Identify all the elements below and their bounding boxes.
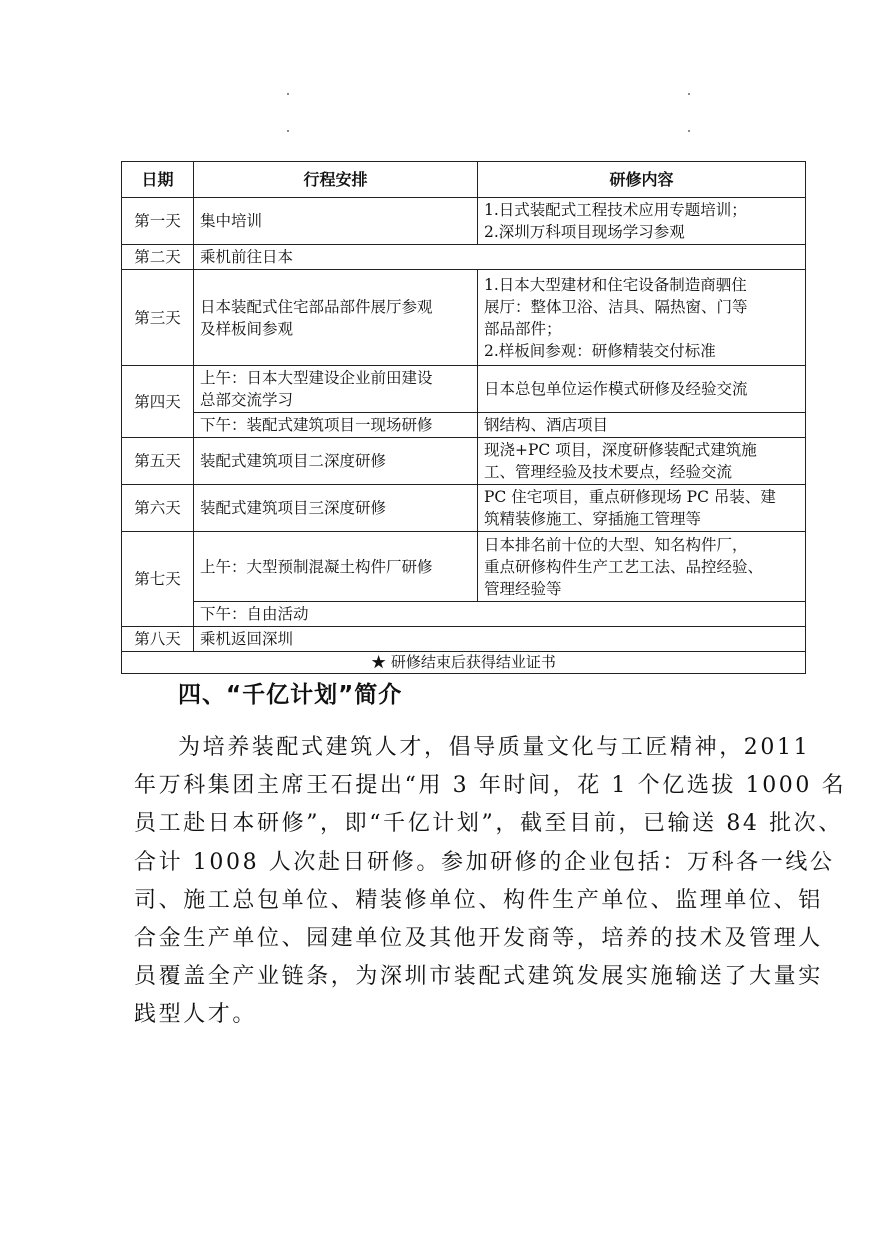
schedule-cell: 装配式建筑项目三深度研修 — [194, 485, 478, 532]
day-cell: 第七天 — [122, 532, 194, 627]
table-row — [122, 627, 806, 652]
table-row — [122, 245, 806, 270]
day-cell: 第二天 — [122, 245, 194, 270]
table-row — [122, 413, 806, 438]
table-row — [122, 532, 806, 602]
schedule-cell: 上午：大型预制混凝土构件厂研修 — [194, 532, 478, 602]
content-cell: 日本总包单位运作模式研修及经验交流 — [478, 366, 806, 413]
content-line: 部品部件； — [484, 319, 562, 338]
schedule-cell — [194, 270, 478, 366]
paragraph-line: 员覆盖全产业链条，为深圳市装配式建筑发展实施输送了大量实 — [134, 964, 823, 990]
scan-mark — [688, 130, 690, 132]
schedule-cell — [194, 366, 478, 413]
schedule-line: 上午：日本大型建设企业前田建设 — [200, 369, 433, 387]
paragraph-line: 年万科集团主席王石提出“用 3 年时间，花 1 个亿选拔 1000 名 — [134, 773, 847, 799]
section-heading: 四、“千亿计划”简介 — [178, 682, 403, 708]
table-row — [122, 602, 806, 627]
content-line: 现浇+PC 项目，深度研修装配式建筑施 — [484, 441, 757, 459]
schedule-table — [121, 161, 806, 674]
content-line: 筑精装修施工、穿插施工管理等 — [484, 510, 702, 528]
schedule-line: 总部交流学习 — [200, 391, 294, 409]
paragraph-line: 践型人才。 — [134, 1002, 258, 1028]
schedule-cell: 下午：自由活动 — [194, 602, 806, 627]
paragraph-line: 司、施工总包单位、精装修单位、构件生产单位、监理单位、铝 — [134, 887, 823, 913]
scan-mark — [287, 93, 289, 95]
table-header-row — [122, 162, 806, 198]
content-line: 重点研修构件生产工艺工法、品控经验、 — [484, 557, 764, 576]
schedule-cell: 乘机返回深圳 — [194, 627, 806, 652]
content-line: 1.日式装配式工程技术应用专题培训； — [484, 201, 747, 219]
content-cell — [478, 198, 806, 245]
table-footer-row — [122, 652, 806, 674]
content-line: 2.样板间参观：研修精装交付标准 — [484, 341, 716, 360]
schedule-line: 日本装配式住宅部品部件展厅参观 — [200, 297, 433, 316]
content-line: 工、管理经验及技术要点，经验交流 — [484, 463, 733, 481]
certificate-note: ★ 研修结束后获得结业证书 — [122, 652, 806, 674]
day-cell: 第六天 — [122, 485, 194, 532]
day-cell: 第四天 — [122, 366, 194, 438]
scan-mark — [688, 93, 690, 95]
section-paragraph — [134, 729, 847, 1035]
content-line: 管理经验等 — [484, 579, 562, 598]
content-cell — [478, 438, 806, 485]
table-row — [122, 198, 806, 245]
header-schedule: 行程安排 — [194, 162, 478, 198]
scan-mark — [287, 130, 289, 132]
day-cell: 第五天 — [122, 438, 194, 485]
table-row — [122, 366, 806, 413]
schedule-cell: 集中培训 — [194, 198, 478, 245]
content-cell — [478, 532, 806, 602]
content-line: PC 住宅项目，重点研修现场 PC 吊装、建 — [484, 488, 776, 506]
schedule-cell: 下午：装配式建筑项目一现场研修 — [194, 413, 478, 438]
content-line: 2.深圳万科项目现场学习参观 — [484, 223, 685, 241]
day-cell: 第八天 — [122, 627, 194, 652]
day-cell: 第三天 — [122, 270, 194, 366]
header-date: 日期 — [122, 162, 194, 198]
content-cell: 钢结构、酒店项目 — [478, 413, 806, 438]
schedule-cell: 装配式建筑项目二深度研修 — [194, 438, 478, 485]
content-line: 展厅：整体卫浴、洁具、隔热窗、门等 — [484, 297, 748, 316]
table-row — [122, 270, 806, 366]
paragraph-line: 合计 1008 人次赴日研修。参加研修的企业包括：万科各一线公 — [134, 849, 835, 875]
paragraph-line: 员工赴日本研修”，即“千亿计划”，截至目前，已输送 84 批次、 — [134, 811, 843, 837]
content-cell — [478, 270, 806, 366]
header-content: 研修内容 — [478, 162, 806, 198]
content-line: 日本排名前十位的大型、知名构件厂， — [484, 535, 748, 554]
table-row — [122, 438, 806, 485]
day-cell: 第一天 — [122, 198, 194, 245]
content-cell — [478, 485, 806, 532]
schedule-line: 及样板间参观 — [200, 319, 294, 338]
table-row — [122, 485, 806, 532]
content-line: 1.日本大型建材和住宅设备制造商驷住 — [484, 275, 747, 294]
paragraph-line: 为培养装配式建筑人才，倡导质量文化与工匠精神，2011 — [178, 735, 811, 760]
schedule-cell: 乘机前往日本 — [194, 245, 806, 270]
paragraph-line: 合金生产单位、园建单位及其他开发商等，培养的技术及管理人 — [134, 926, 823, 952]
